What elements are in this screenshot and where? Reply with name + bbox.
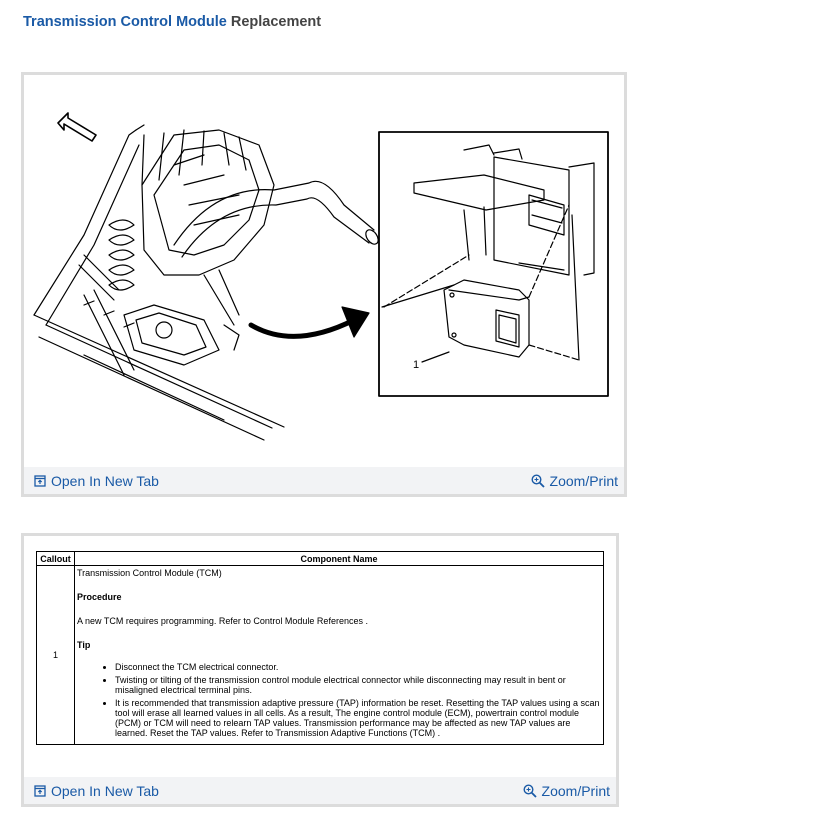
component-table-card (21, 533, 619, 807)
component-table (36, 551, 604, 745)
open-new-tab-link[interactable] (34, 783, 159, 799)
table-header-row (37, 552, 604, 566)
open-new-tab-link[interactable] (34, 473, 159, 489)
zoom-icon (523, 784, 537, 798)
table-row (37, 566, 604, 745)
tip-list (77, 662, 601, 738)
callout-cell: 1 (37, 566, 75, 745)
header-callout: Callout (37, 552, 75, 566)
open-new-tab-label: Open In New Tab (51, 472, 159, 489)
open-tab-icon (34, 475, 46, 487)
list-item: • It is recommended that transmission adaptive pressure (TAP) information be reset. Resetting the TAP values using a scan tool will erase all learned values in all cells. As a result, The engine control module (ECM), powertrain control module (PCM) or TCM will need to relearn TAP values. Transmission performance may be affected as new TAP values are learned. Reset the TAP values. Refer to Transmission Adaptive Functions (TCM) . (115, 698, 601, 738)
tcm-location-diagram (24, 75, 624, 467)
page-title-part2: Replacement (230, 14, 322, 30)
list-item: • Disconnect the TCM electrical connector. (115, 662, 601, 672)
zoom-icon (531, 474, 545, 488)
table-footer (24, 777, 616, 804)
component-cell (75, 566, 604, 745)
front-arrow-icon (58, 113, 96, 141)
open-new-tab-label: Open In New Tab (51, 782, 159, 799)
header-component-name: Component Name (75, 552, 604, 566)
page-title (23, 14, 321, 30)
tip-heading: Tip (77, 640, 91, 650)
page-title-part1: Transmission Control Module (23, 14, 227, 30)
zoom-print-label: Zoom/Print (549, 472, 618, 489)
open-tab-icon (34, 785, 46, 797)
callout-number: 1 (413, 359, 420, 371)
figure-footer (24, 467, 624, 494)
list-item: • Twisting or tilting of the transmission control module electrical connector while disconnecting may result in bent or misaligned electrical terminal pins. (115, 675, 601, 695)
figure-card (21, 72, 627, 497)
zoom-print-link[interactable] (523, 783, 610, 799)
component-name: Transmission Control Module (TCM) (77, 568, 222, 578)
zoom-print-label: Zoom/Print (541, 782, 610, 799)
procedure-text: A new TCM requires programming. Refer to Control Module References . (77, 616, 368, 626)
zoom-print-link[interactable] (531, 473, 618, 489)
procedure-heading: Procedure (77, 592, 122, 602)
